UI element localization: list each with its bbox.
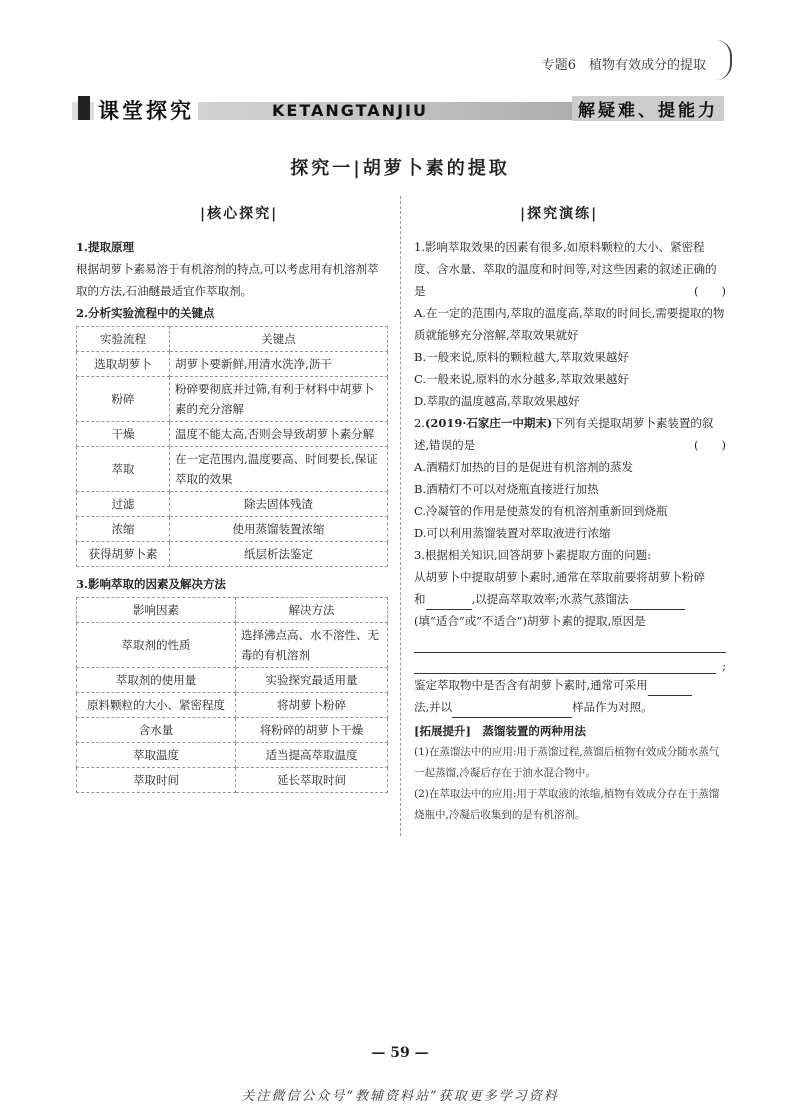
table-header: 关键点 — [170, 327, 388, 352]
table-cell: 萃取剂的使用量 — [77, 668, 236, 693]
section-title: 探究一|胡萝卜素的提取 — [290, 158, 510, 179]
table-cell: 选择沸点高、水不溶性、无毒的有机溶剂 — [236, 623, 388, 668]
extension-item: (1)在蒸馏法中的应用:用于蒸馏过程,蒸馏后植物有效成分随水蒸气一起蒸馏,冷凝后存在于油水混合物中。 — [414, 746, 720, 779]
table-row — [77, 517, 388, 542]
table-cell: 萃取 — [77, 447, 170, 492]
table-cell: 温度不能太高,否则会导致胡萝卜素分解 — [170, 422, 388, 447]
table-row — [77, 542, 388, 567]
table-row — [77, 422, 388, 447]
answer-line[interactable] — [414, 632, 726, 653]
table-cell: 获得胡萝卜素 — [77, 542, 170, 567]
question-2 — [414, 412, 726, 456]
footer-note: 关注微信公众号“教辅资料站”获取更多学习资料 — [241, 1089, 559, 1104]
q2-number: 2. — [414, 416, 425, 430]
table-cell: 使用蒸馏装置浓缩 — [170, 517, 388, 542]
table-cell: 含水量 — [77, 718, 236, 743]
q3-line-e — [414, 696, 726, 718]
q3-line-a: 从胡萝卜中提取胡萝卜素时,通常在萃取前要将胡萝卜粉碎 — [414, 570, 706, 584]
table-cell: 粉碎要彻底并过筛,有利于材料中胡萝卜素的充分溶解 — [170, 377, 388, 422]
q2-option: B.酒精灯不可以对烧瓶直接进行加热 — [414, 482, 599, 496]
banner-pinyin: KETANGTANJIU — [272, 101, 428, 120]
column-divider — [400, 196, 401, 836]
table-cell: 萃取剂的性质 — [77, 623, 236, 668]
semicolon: ; — [722, 659, 726, 673]
q3-line-b — [414, 588, 726, 610]
table-cell: 延长萃取时间 — [236, 768, 388, 793]
table-row — [77, 352, 388, 377]
q3-text: 和 — [414, 592, 426, 606]
question-3: 3.根据相关知识,回答胡萝卜素提取方面的问题: — [414, 548, 651, 562]
q2-source: (2019·石家庄一中期末) — [424, 416, 553, 430]
process-table — [76, 326, 388, 567]
table-cell: 在一定范围内,温度要高、时间要长,保证萃取的效果 — [170, 447, 388, 492]
table-header: 解决方法 — [236, 598, 388, 623]
core-inquiry-column — [76, 236, 388, 799]
q3-text: 法,并以 — [414, 700, 453, 714]
q1-option: A.在一定的范围内,萃取的温度高,萃取的时间长,需要提取的物质就能够充分溶解,萃取效果就好 — [414, 306, 725, 342]
table-cell: 除去固体残渣 — [170, 492, 388, 517]
q3-answer-line-2 — [414, 653, 726, 674]
answer-line[interactable] — [414, 653, 716, 674]
table-cell: 萃取时间 — [77, 768, 236, 793]
q3-line-d — [414, 674, 726, 696]
table-cell: 将胡萝卜粉碎 — [236, 693, 388, 718]
table-row — [77, 743, 388, 768]
answer-paren: ( ) — [694, 438, 726, 452]
answer-blank[interactable] — [426, 595, 472, 610]
table-cell: 选取胡萝卜 — [77, 352, 170, 377]
answer-blank[interactable] — [629, 595, 685, 610]
s2-title: 2.分析实验流程中的关键点 — [76, 306, 215, 320]
practice-column — [414, 236, 726, 826]
right-column-heading: |探究演练| — [520, 206, 599, 222]
q2-option: D.可以利用蒸馏装置对萃取液进行浓缩 — [414, 526, 611, 540]
table-cell: 干燥 — [77, 422, 170, 447]
table-header: 实验流程 — [77, 327, 170, 352]
table-cell: 原料颗粒的大小、紧密程度 — [77, 693, 236, 718]
answer-blank[interactable] — [648, 681, 692, 696]
table-cell: 将粉碎的胡萝卜干燥 — [236, 718, 388, 743]
table-cell: 纸层析法鉴定 — [170, 542, 388, 567]
section-banner — [72, 96, 724, 124]
table-cell: 粉碎 — [77, 377, 170, 422]
table-row — [77, 377, 388, 422]
table-row — [77, 447, 388, 492]
table-row — [77, 768, 388, 793]
table-cell: 胡萝卜要新鲜,用清水洗净,沥干 — [170, 352, 388, 377]
q3-text: 样品作为对照。 — [572, 700, 653, 714]
q2-stem: 下列有关提取胡萝卜素装置的叙述,错误的是 — [414, 416, 714, 452]
q2-option: C.冷凝管的作用是使蒸发的有机溶剂重新回到烧瓶 — [414, 504, 668, 518]
extension-item: (2)在萃取法中的应用:用于萃取液的浓缩,植物有效成分存在于蒸馏烧瓶中,冷凝后收集到的是有机溶剂。 — [414, 788, 720, 821]
s1-title: 1.提取原理 — [76, 240, 135, 254]
q1-option: D.萃取的温度越高,萃取效果越好 — [414, 394, 580, 408]
q1-option: C.一般来说,原料的水分越多,萃取效果越好 — [414, 372, 629, 386]
banner-slogan: 解疑难、提能力 — [572, 96, 724, 121]
q1-option: B.一般来说,原料的颗粒越大,萃取效果越好 — [414, 350, 629, 364]
q1-stem: 1.影响萃取效果的因素有很多,如原料颗粒的大小、紧密程度、含水量、萃取的温度和时间等,对这些因素的叙述正确的是 — [414, 240, 717, 298]
page-number: — 59 — — [371, 1045, 429, 1061]
factors-table — [76, 597, 388, 793]
q3-text: 鉴定萃取物中是否含有胡萝卜素时,通常可采用 — [414, 678, 648, 692]
table-row — [77, 718, 388, 743]
table-row — [77, 693, 388, 718]
q3-line-c: (填“适合”或“不适合”)胡萝卜素的提取,原因是 — [414, 614, 646, 628]
table-cell: 过滤 — [77, 492, 170, 517]
left-column-heading: |核心探究| — [200, 206, 279, 222]
table-row — [77, 623, 388, 668]
table-header: 影响因素 — [77, 598, 236, 623]
table-cell: 适当提高萃取温度 — [236, 743, 388, 768]
table-row — [77, 492, 388, 517]
extension-title: [拓展提升] 蒸馏装置的两种用法 — [414, 724, 586, 738]
table-cell: 实验探究最适用量 — [236, 668, 388, 693]
q3-text: ,以提高萃取效率;水蒸气蒸馏法 — [471, 592, 629, 606]
table-cell: 萃取温度 — [77, 743, 236, 768]
q2-option: A.酒精灯加热的目的是促进有机溶剂的蒸发 — [414, 460, 633, 474]
table-row — [77, 668, 388, 693]
banner-title: 课堂探究 — [94, 95, 198, 125]
s3-title: 3.影响萃取的因素及解决方法 — [76, 577, 227, 591]
banner-square-icon — [78, 96, 90, 120]
answer-blank[interactable] — [452, 703, 572, 718]
chapter-header: 专题6 植物有效成分的提取 — [541, 58, 706, 73]
table-cell: 浓缩 — [77, 517, 170, 542]
s1-text: 根据胡萝卜素易溶于有机溶剂的特点,可以考虑用有机溶剂萃取的方法,石油醚最适宜作萃取剂。 — [76, 262, 379, 298]
header-curve-decoration — [716, 40, 732, 80]
question-1 — [414, 236, 726, 302]
answer-paren: ( ) — [694, 284, 726, 298]
